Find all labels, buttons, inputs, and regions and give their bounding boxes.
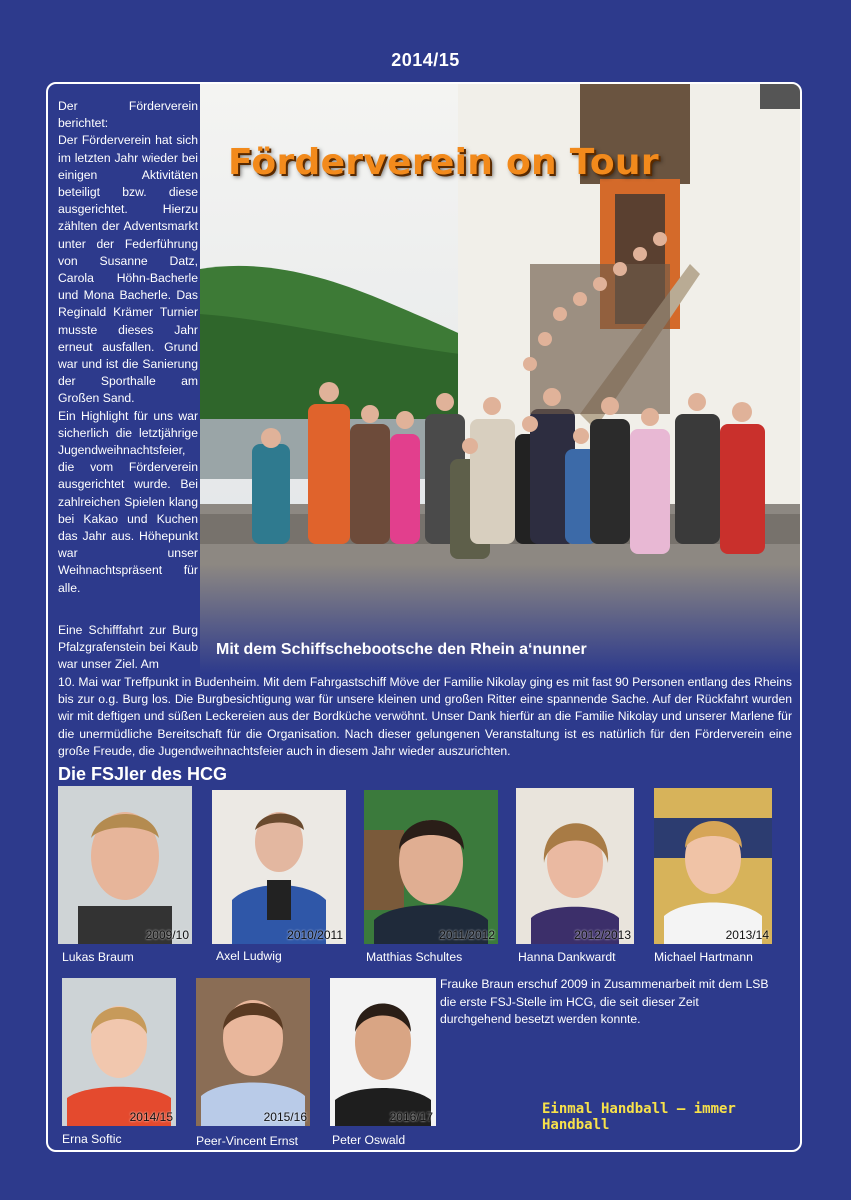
portrait-illustration [516,788,634,944]
page-frame [46,82,802,1152]
article-heading: Der Förderverein berichtet: [58,99,198,131]
portrait-illustration [62,978,176,1126]
fsj-section-title: Die FSJler des HCG [58,764,228,784]
portrait-photo [364,790,498,944]
portrait-illustration [196,978,310,1126]
portrait-name: Hanna Dankwardt [518,950,616,964]
portrait-year: 2015/16 [263,1110,307,1124]
portrait-name: Michael Hartmann [654,950,753,964]
fsj-note: Frauke Braun erschuf 2009 in Zusammenarbeit mit dem LSB die erste FSJ-Stelle im HCG, die seit dieser Zeit durchgehend besetzt werden konnte. [440,977,769,1026]
portrait-name: Erna Softic [62,1132,122,1146]
article-side-bottom: Eine Schifffahrt zur Burg Pfalzgrafenstein bei Kaub war unser Ziel. Am [58,623,198,672]
portrait-year: 2014/15 [129,1110,173,1124]
portrait-illustration [654,788,772,944]
portrait-photo [212,790,346,944]
portrait-year: 2012/2013 [574,928,631,942]
portrait-photo [516,788,634,944]
article-paragraph: Der Förderverein hat sich im letzten Jahr wieder bei einigen Aktivitäten beteiligt bzw. diese ausgerichtet. Hierzu zählten der Adventsmarkt unter der Federführung von Susanne Datz, Carola Höhn-Bacherle und Mona Bacherle. Das Reginald Krämer Turnier musste dieses Jahr erneut ausfallen. Grund war und ist die Sanierung der Sporthalle am Großen Sand. [58,133,198,406]
portrait-illustration [58,786,192,944]
article-full-text: 10. Mai war Treffpunkt in Budenheim. Mit dem Fahrgastschiff Möve der Familie Nikolay ging es mit fast 90 Personen entlang des Rheins bis zur o.g. Burg los. Die Burgbesichtigung war für unsere kleinen und großen Ritter eine spannende Sache. Auf der Rückfahrt wurden wir mit deftigen und süßen Leckereien aus der Bordküche verwöhnt. Unser Dank hierfür an die Familie Nikolay und unserer Marlene für die unermüdliche Bereitschaft für die Organisation. Nach dieser gelungenen Veranstaltung ist es natürlich für den Förderverein eine große Freude, die Jugendweihnachtsfeier auch in diesem Jahr wieder auszurichten. [58,675,792,758]
portrait-photo [58,786,192,944]
portrait-name: Lukas Braum [62,950,134,964]
portrait-year: 2016/17 [389,1110,433,1124]
portrait-year: 2013/14 [725,928,769,942]
slogan: Einmal Handball – immer Handball [542,1101,736,1133]
portrait-name: Matthias Schultes [366,950,463,964]
portrait-photo [62,978,176,1126]
portrait-name: Axel Ludwig [216,949,282,963]
portrait-name: Peer-Vincent Ernst [196,1134,299,1148]
article-side-text [58,98,198,597]
portrait-illustration [364,790,498,944]
portrait-year: 2009/10 [145,928,189,942]
portrait-year: 2011/2012 [439,928,495,942]
season-label: 2014/15 [391,50,460,70]
group-photo [200,84,802,674]
article-paragraph: Ein Highlight für uns war sicherlich die letztjährige Jugendweihnachtsfeier, die vom Förderverein ausgerichtet wurde. Bei zahlreichen Spielen klang bei Kakao und Kuchen das Jahr aus. Höhepunkt war unser Weihnachtspräsent für alle. [58,408,198,595]
portrait-photo [654,788,772,944]
portrait-year: 2010/2011 [287,928,343,942]
hero-title: Förderverein on Tour [228,142,659,183]
hero-caption: Mit dem Schiffscheboot​sche den Rhein a‘nunner [216,641,587,658]
portrait-photo [196,978,310,1126]
portrait-name: Peter Oswald [332,1133,406,1147]
portrait-illustration [212,790,346,944]
portrait-photo [330,978,436,1126]
portrait-illustration [330,978,436,1126]
